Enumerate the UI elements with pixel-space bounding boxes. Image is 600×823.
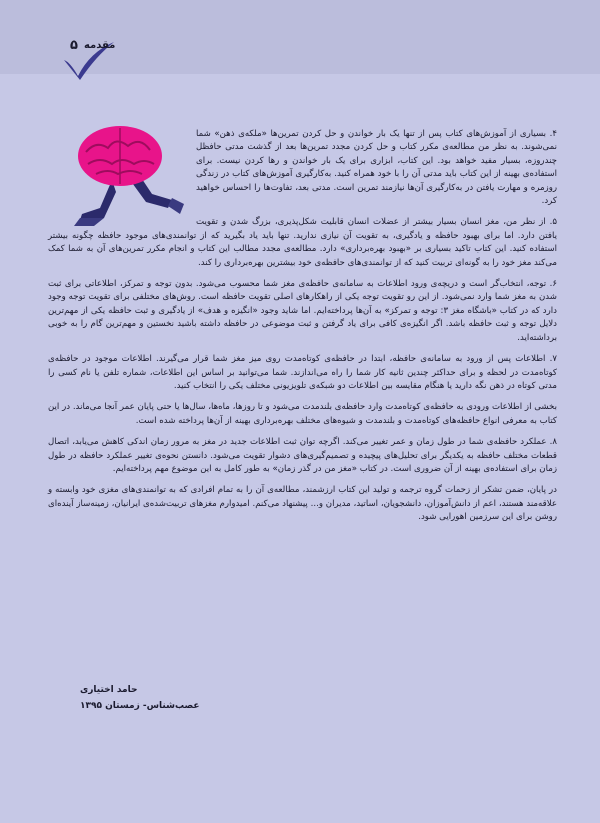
paragraph-7-continued: بخشی از اطلاعات ورودی به حافظه‌ی کوتاه‌مدت وارد حافظه‌ی بلندمدت می‌شود و تا روزها، ماه‌ها، سال‌ها یا حتی پایان عمر آنجا می‌ماند. در این کتاب به معرفی انواع حافظه‌های کوتاه‌مدت و بلندمدت و شیوه‌های مختلف بهره‌برداری بهینه از آن‌ها پرداخته شده است.: [48, 402, 557, 426]
page-number: ۵: [70, 38, 78, 53]
paragraph-8: ۸. عملکرد حافظه‌ی شما در طول زمان و عمر تغییر می‌کند. اگرچه توان ثبت اطلاعات جدید در مغز به مرور زمان اندکی کاهش می‌یابد، اتصال قطعات مختلف حافظه به یکدیگر برای تحلیل‌های پیچیده و تصمیم‌گیری‌های دشوار تقویت می‌شود. دانستن نحوه‌ی تغییر عملکرد حافظه در طول زمان برای استفاده‌ی بهینه از آن ضروری است. در کتاب «مغز من در گذر زمان» به طور کامل به این موضوع مهم پرداخته‌ایم.: [48, 437, 557, 474]
section-title: مقدمه: [83, 40, 116, 51]
paragraph-5: ۵. از نظر من، مغز انسان بسیار بیشتر از عضلات انسان قابلیت شکل‌پذیری، بزرگ شدن و تقویت یافتن دارد. اما برای بهبود حافظه و یادگیری، به تقویت آن نیازی ندارید. تنها باید یاد بگیرید که از توانمندی‌های موجود حافظه چگونه بیشتر استفاده کنید. این کتاب تاکید بسیاری بر «بهبود بهره‌برداری» دارد. مطالعه‌ی مجدد مطالب این کتاب و انجام مکرر تمرین‌های آن به شما کمک می‌کند مغز خود را به گونه‌ای تربیت کنید که از توانمندی‌های حافظه‌ی خود بیشترین بهره‌برداری را کند.: [48, 217, 557, 268]
illustration-space: [48, 128, 196, 228]
paragraph-4: ۴. بسیاری از آموزش‌های کتاب پس از تنها یک بار خواندن و حل کردن تمرین‌ها «ملکه‌ی ذهن» شما نمی‌شوند. به نظر من مطالعه‌ی مکرر کتاب و حل کردن مجدد تمرین‌ها بعد از گذشت مدتی حافظل چندروزه، بسیار مفید خواهد بود. این کتاب، ابزاری برای یک بار خواندن و رها کردن نیست. برای استفاده‌ی بهینه از این کتاب باید مدتی آن را با خود همراه کنید. به‌کارگیری آموزش‌های کتاب در زندگی روزمره و مهارت یافتن در به‌کارگیری آن‌ها نیازمند تمرین است. مدتی بعد، تفاوت‌ها را احساس خواهید کرد.: [196, 129, 557, 207]
paragraph-7: ۷. اطلاعات پس از ورود به سامانه‌ی حافظه، ابتدا در حافظه‌ی کوتاه‌مدت روی میز مغز شما قرار می‌گیرند. اطلاعات موجود در حافظه‌ی کوتاه‌مدت در لحظه و برای حداکثر چندین ثانیه کار شما را راه می‌اندازند. شما می‌توانید بر اساس این اطلاعات، شماره تلفن یا نام کسی را مدتی کوتاه در ذهن نگه دارید یا هنگام مقایسه بین اطلاعات دو شبکه‌ی تلویزیونی مختلف یکی را انتخاب کنید.: [48, 354, 557, 391]
author-title-date: عصب‌شناس- زمستان ۱۳۹۵: [80, 701, 200, 711]
author-name: حامد اختیاری: [80, 685, 138, 695]
paragraph-6: ۶. توجه، انتخاب‌گر است و دریچه‌ی ورود اطلاعات به سامانه‌ی حافظه‌ی مغز شما محسوب می‌شود. بدون توجه و تمرکز، اطلاعاتی برای ثبت شدن به مغز شما وارد نمی‌شود. از این رو تقویت توجه یکی از راهکارهای اصلی تقویت حافظه است. روش‌های مختلفی برای تقویت توجه وجود دارد که در کتاب «باشگاه مغز ۳: توجه و تمرکز» به آن‌ها پرداخته‌ایم. اما شاید وجود «انگیزه و هدف» از یادگیری و ثبت حافظه یکی از مهم‌ترین دلایل توجه و ثبت حافظه باشد. اگر انگیزه‌ی کافی برای یاد گرفتن و ثبت موضوعی در حافظه داشته باشید نخستین و مهم‌ترین گام را به خوبی برداشته‌اید.: [48, 279, 557, 343]
page-header: [70, 38, 115, 53]
author-signature: [80, 682, 480, 714]
paragraph-closing: در پایان، ضمن تشکر از زحمات گروه ترجمه و تولید این کتاب ارزشمند، مطالعه‌ی آن را به تمام افرادی که به توانمندی‌های مغزی خود وابسته و علاقه‌مند هستند، اعم از دانش‌آموزان، دانشجویان، اساتید، مدیران و... پیشنهاد می‌کنم. امیدوارم مغزهای تربیت‌شده‌ی ایرانیان، زمینه‌ساز آینده‌ای روشن برای این سرزمین اهورایی شود.: [48, 485, 557, 523]
introduction-body: [48, 128, 557, 533]
